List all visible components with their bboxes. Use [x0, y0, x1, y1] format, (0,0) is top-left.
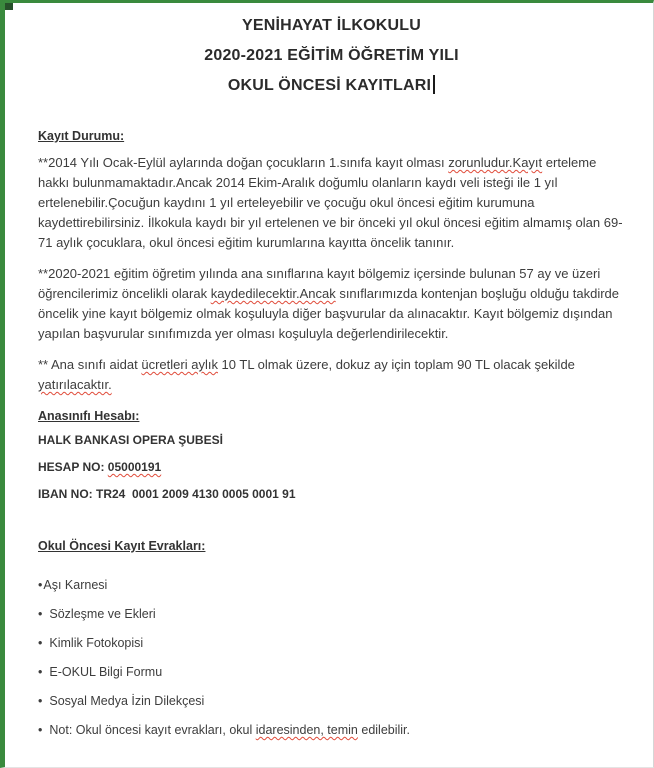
list-item-label: Sözleşme ve Ekleri: [49, 607, 156, 621]
p2-text-a: **2020-2021 eğitim öğretim yılında ana sınıflarına kayıt bölgemiz içersinde bulunan 57 ay ve üzeri öğrencilerimiz öncelikli olarak: [38, 266, 601, 301]
p1-misspelled-word: zorunludur.Kayıt: [448, 155, 543, 170]
document-title-block: [38, 11, 625, 101]
paragraph-kayit-2: [38, 264, 625, 344]
list-item-kimlik: [38, 633, 625, 653]
iban-label: IBAN NO:: [38, 487, 96, 501]
documents-list: [38, 575, 625, 740]
bullet-icon: •: [38, 665, 43, 679]
section-heading-anasinifi-hesabi: Anasınıfı Hesabı:: [38, 409, 140, 423]
account-number-value: 05000191: [107, 460, 162, 474]
p3-text-b: 10 TL olmak üzere, dokuz ay için toplam 90 TL olacak şekilde: [217, 357, 575, 372]
bullet-icon: •: [38, 694, 43, 708]
section-heading-kayit-evraklari: Okul Öncesi Kayıt Evrakları:: [38, 539, 206, 553]
bank-name-line: HALK BANKASI OPERA ŞUBESİ: [38, 433, 223, 447]
title-line-year: 2020-2021 EĞİTİM ÖĞRETİM YILI: [204, 47, 459, 64]
text-cursor: [433, 75, 435, 94]
document-page[interactable]: [5, 3, 653, 740]
bullet-icon: •: [38, 578, 43, 592]
paragraph-kayit-1: [38, 153, 625, 253]
iban-value: TR24 0001 2009 4130 0005 0001 91: [96, 487, 296, 501]
section-heading-kayit-durumu: Kayıt Durumu:: [38, 129, 125, 143]
list-item-eokul: [38, 662, 625, 682]
list-item-label: Sosyal Medya İzin Dilekçesi: [49, 694, 205, 708]
account-number-line: [38, 460, 625, 474]
p1-text-a: **2014 Yılı Ocak-Eylül aylarında doğan çocukların 1.sınıfa kayıt olması: [38, 155, 449, 170]
title-line-school: YENİHAYAT İLKOKULU: [241, 17, 422, 34]
p3-misspelled-word-1: ücretleri aylık: [141, 357, 218, 372]
title-line-registrations: [38, 71, 625, 101]
list-item-sosyal-medya: [38, 691, 625, 711]
p2-misspelled-word: kaydedilecektir.Ancak: [210, 286, 336, 301]
list-item-label: Aşı Karnesi: [43, 578, 108, 592]
p3-misspelled-word-2: yatırılacaktır.: [38, 377, 112, 392]
title-line-registrations-text: OKUL ÖNCESİ KAYITLARI: [227, 77, 432, 94]
list-item-label: Kimlik Fotokopisi: [49, 636, 144, 650]
list-item-label: E-OKUL Bilgi Formu: [49, 665, 163, 679]
list-item-not: [38, 720, 625, 740]
p2-text-b: sınıflarımızda kontenjan boşluğu olduğu takdirde öncelik yine kayıt bölgemiz olmak koşuluyla diğer başvurular da alınacaktır. Kayıt bölgemiz dışından yapılan başvurular sınıfımızda yer olması koşuluyla değerlendirilecektir.: [38, 286, 619, 341]
bullet-icon: •: [38, 723, 43, 737]
bullet-icon: •: [38, 636, 43, 650]
paragraph-kayit-3: [38, 355, 625, 395]
list-item-asi-karnesi: [38, 575, 625, 595]
iban-line: [38, 487, 625, 501]
account-number-label: HESAP NO:: [38, 460, 108, 474]
bullet-icon: •: [38, 607, 43, 621]
list-item-sozlesme: [38, 604, 625, 624]
not-text-b: edilebilir.: [357, 723, 411, 737]
not-text-a: Not: Okul öncesi kayıt evrakları, okul: [49, 723, 256, 737]
p1-text-b: erteleme hakkı bulunmamaktadır.Ancak 2014 Ekim-Aralık doğumlu olanların kaydı veli isteği ile 1 yıl ertelenebilir.Çocuğun kaydını 1 yıl erteleyebilir ve çocuğu okul öncesi eğitim kurumuna kaydettirebilirsiniz. İlkokula kaydı bir yıl ertelenen ve bir önceki yıl okul öncesi eğitim almamış olan 69-71 aylık çocuklara, okul öncesi eğitim kurumlarına kayıtta öncelik tanınır.: [38, 155, 623, 250]
p3-text-a: ** Ana sınıfı aidat: [38, 357, 142, 372]
window-corner-notch: [0, 0, 13, 10]
not-misspelled-word: idaresinden, temin: [255, 723, 358, 737]
